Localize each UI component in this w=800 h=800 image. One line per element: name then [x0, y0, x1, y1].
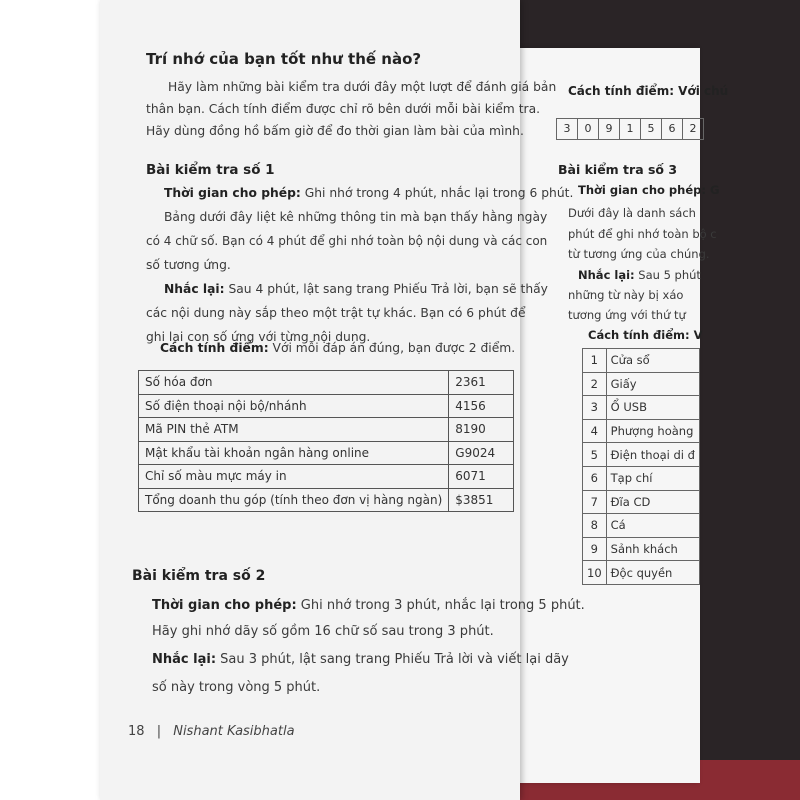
test3-recall: [578, 268, 701, 282]
test1-recall-label: Nhắc lại:: [164, 282, 225, 296]
test3-desc-line: phút để ghi nhớ toàn bộ c: [568, 227, 717, 241]
table-row: [139, 394, 514, 418]
word-number-cell: 3: [583, 396, 607, 420]
word-cell: Độc quyền: [606, 561, 699, 585]
test1-score-label: Cách tính điểm:: [160, 341, 269, 355]
test2-recall-text: Sau 3 phút, lật sang trang Phiếu Trả lời và viết lại dãy: [216, 652, 569, 667]
word-cell: Phượng hoàng: [606, 419, 699, 443]
digit-cell: 0: [577, 118, 599, 140]
page-number: 18: [128, 724, 145, 739]
table-row: [583, 466, 700, 490]
table-row: [583, 372, 700, 396]
info-label-cell: Mã PIN thẻ ATM: [139, 418, 449, 442]
info-value-cell: G9024: [449, 441, 514, 465]
test3-desc-line: Dưới đây là danh sách: [568, 206, 696, 220]
info-label-cell: Chỉ số màu mực máy in: [139, 465, 449, 489]
right-score-line: Cách tính điểm: Với chú: [568, 84, 729, 98]
test1-heading: Bài kiểm tra số 1: [146, 162, 275, 178]
word-cell: Ổ USB: [606, 396, 699, 420]
table-row: [583, 490, 700, 514]
test3-recall-line: những từ này bị xáo: [568, 288, 684, 302]
word-cell: Điện thoại di đ: [606, 443, 699, 467]
test1-recall-line: ghi lại con số ứng với từng nội dung.: [146, 330, 371, 344]
table-row: [583, 514, 700, 538]
test3-heading: Bài kiểm tra số 3: [558, 162, 678, 177]
word-cell: Giấy: [606, 372, 699, 396]
info-value-cell: 4156: [449, 394, 514, 418]
page-footer: [128, 724, 295, 739]
test1-desc-line: Bảng dưới đây liệt kê những thông tin mà bạn thấy hằng ngày: [164, 210, 548, 224]
test2-recall-label: Nhắc lại:: [152, 652, 217, 667]
info-value-cell: 8190: [449, 418, 514, 442]
test1-time-label: Thời gian cho phép:: [164, 186, 301, 200]
table-row: [583, 396, 700, 420]
test3-score: Cách tính điểm: V: [588, 328, 703, 342]
test3-recall-line: tương ứng với thứ tự: [568, 308, 686, 322]
intro-line: thân bạn. Cách tính điểm được chỉ rõ bên dưới mỗi bài kiểm tra.: [146, 102, 541, 116]
footer-separator: |: [156, 724, 162, 739]
table-row: [139, 465, 514, 489]
test1-recall: [164, 282, 548, 296]
test2-time-text: Ghi nhớ trong 3 phút, nhắc lại trong 5 phút.: [296, 598, 585, 613]
digit-cell: 1: [619, 118, 641, 140]
info-label-cell: Tổng doanh thu góp (tính theo đơn vị hàng ngàn): [139, 488, 449, 512]
table-row: [139, 441, 514, 465]
test2-recall: [152, 652, 569, 667]
intro-line: Hãy dùng đồng hồ bấm giờ để đo thời gian làm bài của mình.: [146, 124, 524, 138]
word-number-cell: 6: [583, 466, 607, 490]
test2-desc: Hãy ghi nhớ dãy số gồm 16 chữ số sau trong 3 phút.: [152, 624, 494, 639]
digit-sequence: [557, 118, 704, 140]
info-label-cell: Số hóa đơn: [139, 371, 449, 395]
author-name: Nishant Kasibhatla: [173, 724, 295, 739]
table-row: [583, 537, 700, 561]
test1-desc-line: số tương ứng.: [146, 258, 231, 272]
test3-desc-line: từ tương ứng của chúng.: [568, 247, 710, 261]
word-number-cell: 7: [583, 490, 607, 514]
info-label-cell: Số điện thoại nội bộ/nhánh: [139, 394, 449, 418]
table-row: [583, 419, 700, 443]
word-cell: Sảnh khách: [606, 537, 699, 561]
digit-cell: 9: [598, 118, 620, 140]
digit-cell: 3: [556, 118, 578, 140]
info-label-cell: Mật khẩu tài khoản ngân hàng online: [139, 441, 449, 465]
page-title: Trí nhớ của bạn tốt như thế nào?: [146, 50, 422, 68]
table-row: [139, 488, 514, 512]
word-number-cell: 4: [583, 419, 607, 443]
test1-time: [164, 186, 573, 200]
info-value-cell: $3851: [449, 488, 514, 512]
table-row: [139, 418, 514, 442]
test1-recall-text: Sau 4 phút, lật sang trang Phiếu Trả lời, bạn sẽ thấy: [224, 282, 548, 296]
test1-recall-line: các nội dung này sắp theo một trật tự khác. Bạn có 6 phút để: [146, 306, 526, 320]
test2-heading: Bài kiểm tra số 2: [132, 568, 266, 584]
table-row: [139, 371, 514, 395]
test1-score-text: Với mỗi đáp án đúng, bạn được 2 điểm.: [268, 341, 516, 355]
test3-table: [582, 348, 700, 585]
test2-recall-line: số này trong vòng 5 phút.: [152, 680, 321, 695]
word-number-cell: 2: [583, 372, 607, 396]
info-value-cell: 6071: [449, 465, 514, 489]
word-cell: Đĩa CD: [606, 490, 699, 514]
digit-cell: 2: [682, 118, 704, 140]
digit-cell: 5: [640, 118, 662, 140]
test1-desc-line: có 4 chữ số. Bạn có 4 phút để ghi nhớ toàn bộ nội dung và các con: [146, 234, 548, 248]
word-number-cell: 9: [583, 537, 607, 561]
word-number-cell: 5: [583, 443, 607, 467]
word-cell: Cá: [606, 514, 699, 538]
digit-cell: 6: [661, 118, 683, 140]
word-number-cell: 8: [583, 514, 607, 538]
test2-time-label: Thời gian cho phép:: [152, 598, 297, 613]
test2-time: [152, 598, 585, 613]
info-value-cell: 2361: [449, 371, 514, 395]
intro-line: Hãy làm những bài kiểm tra dưới đây một lượt để đánh giá bản: [168, 80, 557, 94]
word-number-cell: 1: [583, 349, 607, 373]
word-number-cell: 10: [583, 561, 607, 585]
test1-table: [138, 370, 514, 512]
word-cell: Cửa sổ: [606, 349, 699, 373]
right-page: [510, 48, 729, 783]
test3-recall-label: Nhắc lại:: [578, 268, 635, 282]
test3-time: Thời gian cho phép: G: [578, 183, 720, 197]
test1-score: [160, 341, 515, 355]
test1-time-text: Ghi nhớ trong 4 phút, nhắc lại trong 6 phút.: [300, 186, 574, 200]
table-row: [583, 349, 700, 373]
table-row: [583, 561, 700, 585]
test3-recall-text: Sau 5 phút: [634, 268, 701, 282]
word-cell: Tạp chí: [606, 466, 699, 490]
table-row: [583, 443, 700, 467]
